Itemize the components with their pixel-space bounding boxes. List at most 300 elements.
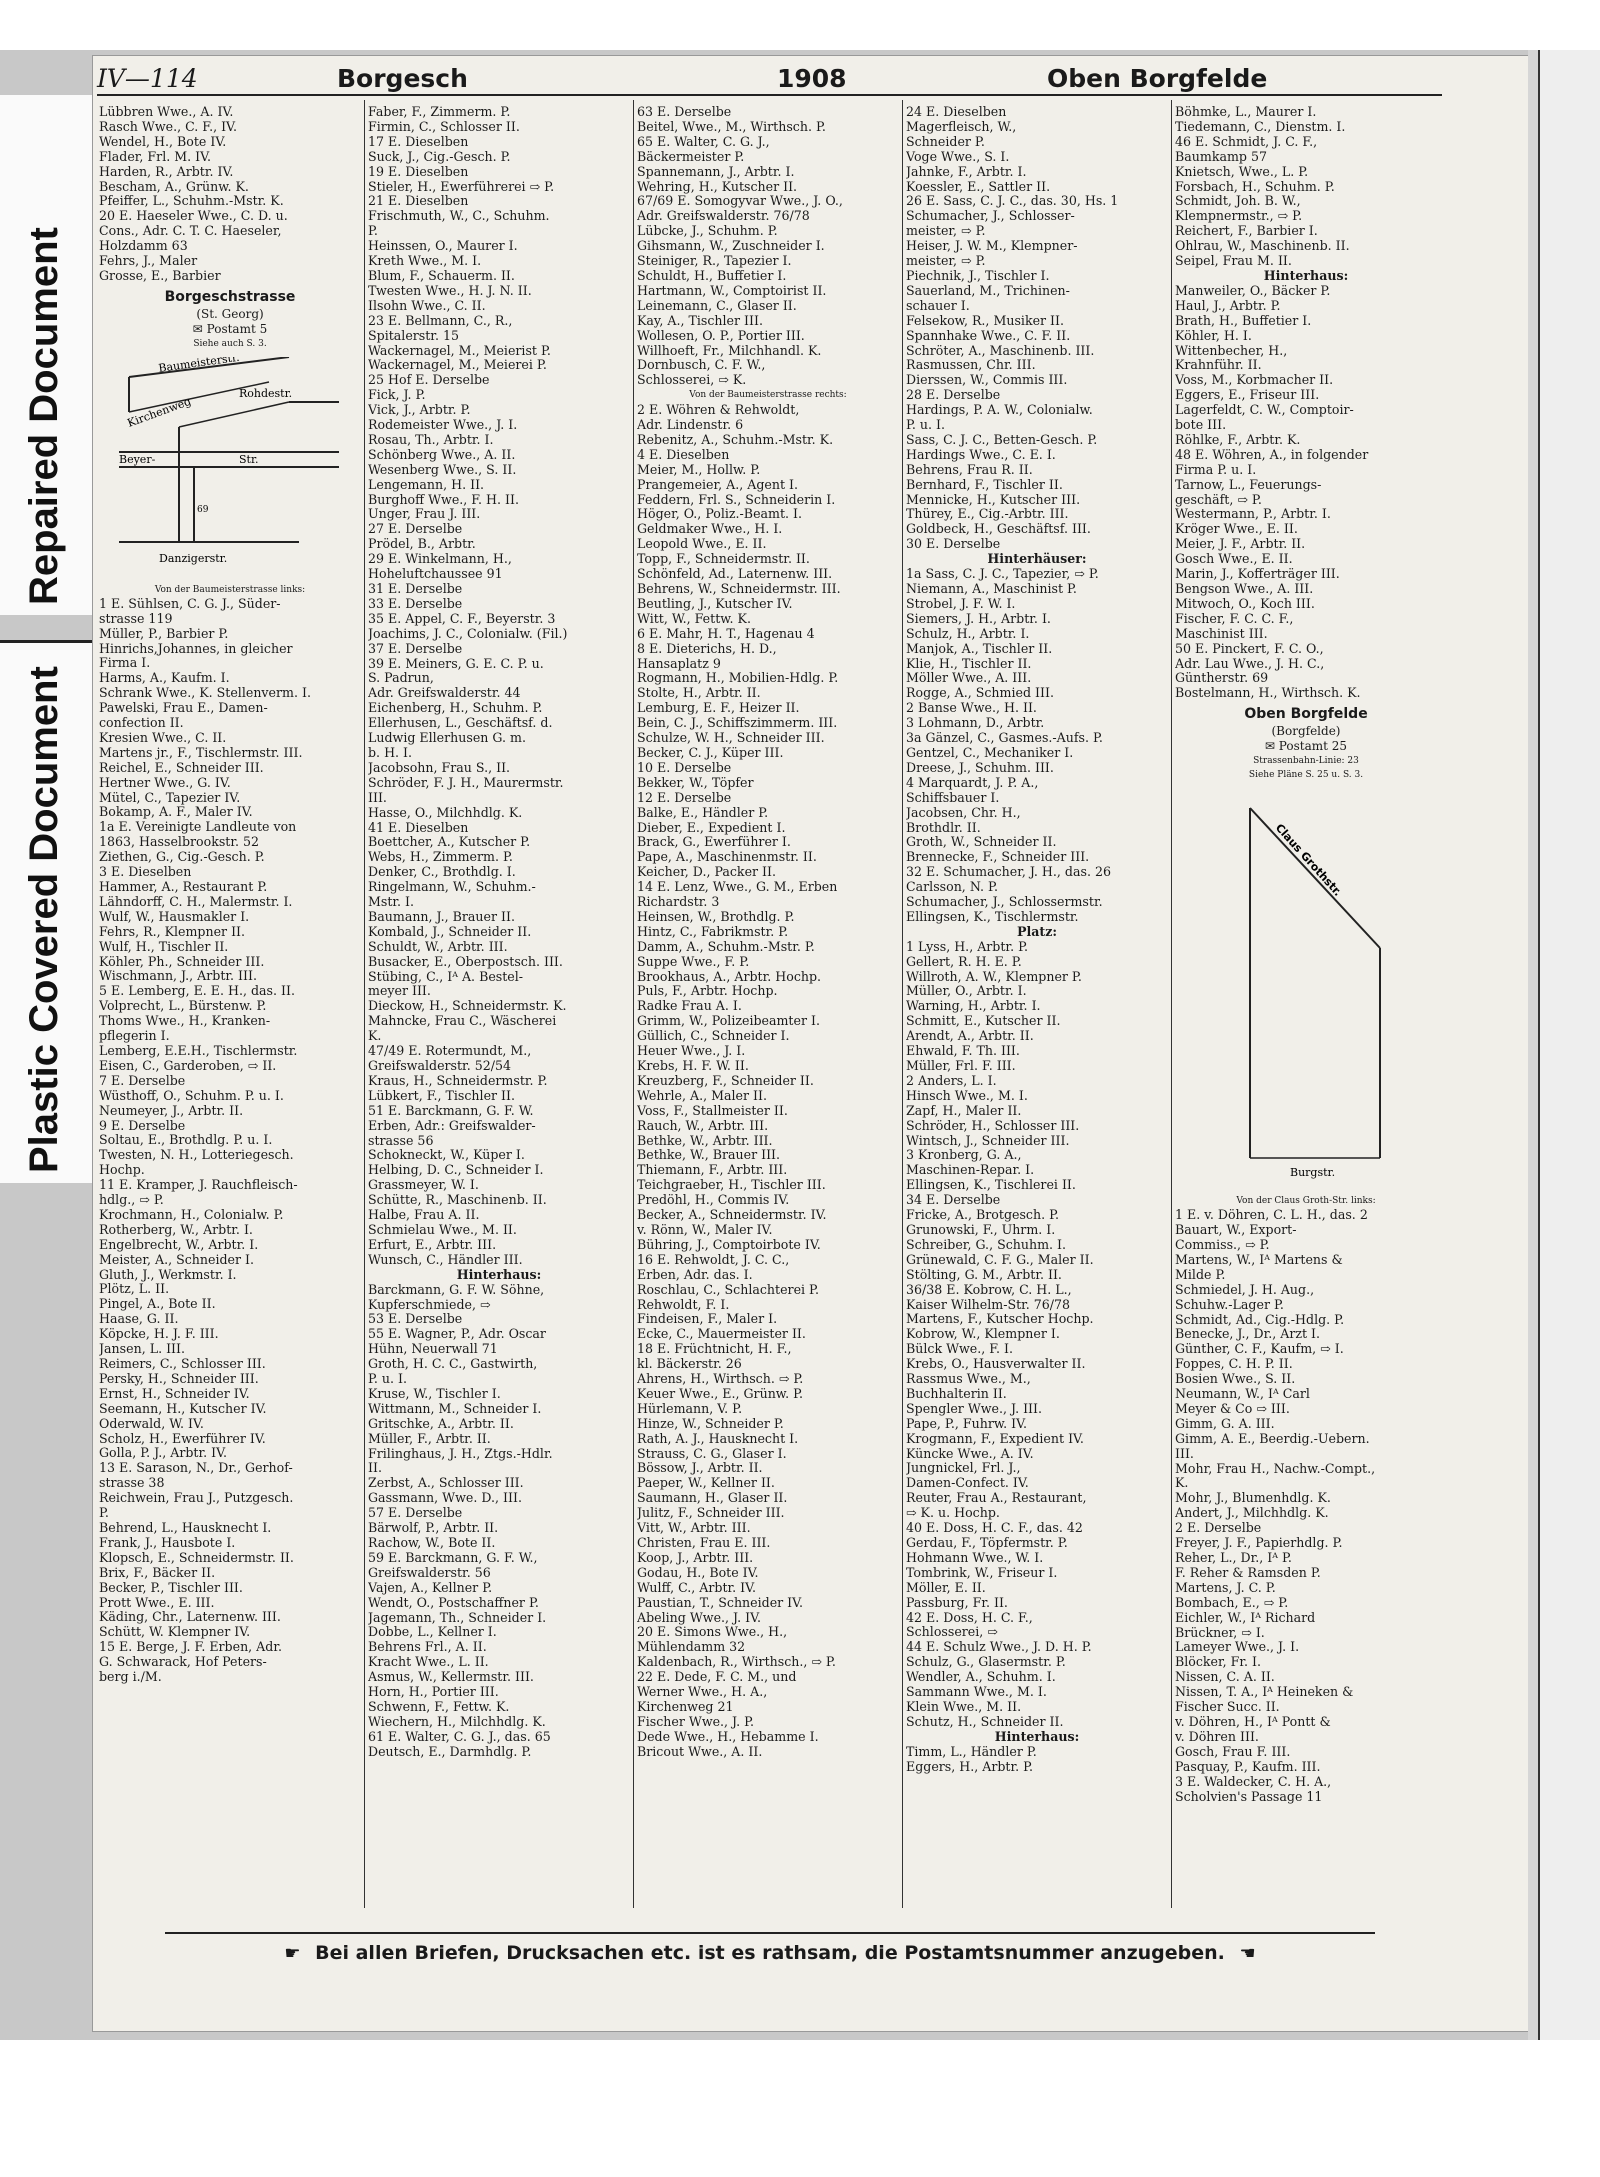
- directory-entry: Rasch Wwe., C. F., IV.: [99, 119, 237, 134]
- directory-entry: Jacobsen, Chr. H.,: [906, 805, 1021, 820]
- directory-entry: 17 E. Dieselben: [368, 134, 469, 149]
- directory-entry: Marin, J., Kofferträger III.: [1175, 567, 1340, 582]
- directory-entry: Feddern, Frl. S., Schneiderin I.: [637, 492, 836, 507]
- directory-entry: Kröger Wwe., E. II.: [1175, 522, 1298, 537]
- directory-entry: 35 E. Appel, C. F., Beyerstr. 3: [368, 611, 556, 626]
- directory-entry: Harden, R., Arbtr. IV.: [99, 164, 234, 179]
- directory-entry: Gentzel, C., Mechaniker I.: [906, 745, 1074, 760]
- postamt-label: ✉ Postamt 25: [1264, 739, 1348, 754]
- directory-entry: bote III.: [1175, 418, 1227, 433]
- directory-entry: Tarnow, L., Feuerungs-: [1175, 477, 1322, 492]
- directory-entry: Blöcker, Fr. I.: [1175, 1655, 1262, 1670]
- directory-entry: Knietsch, Wwe., L. P.: [1175, 164, 1309, 179]
- street-map-drawing-2: [1175, 788, 1437, 1188]
- directory-entry: Schütt, W. Klempner IV.: [99, 1625, 251, 1640]
- directory-entry: Müller, Frl. F. III.: [906, 1059, 1016, 1073]
- directory-entry: Käding, Chr., Laternenw. III.: [99, 1610, 281, 1625]
- street-map-oben-borgfelde: [1175, 788, 1437, 1188]
- directory-entry: Carlsson, N. P.: [906, 880, 998, 895]
- directory-entry: Manweiler, O., Bäcker P.: [1175, 283, 1331, 298]
- directory-entry: 51 E. Barckmann, G. F. W.: [368, 1103, 534, 1118]
- directory-entry: Milde P.: [1175, 1267, 1226, 1282]
- directory-entry: P.: [368, 224, 378, 239]
- directory-entry: Schumacher, J., Schlossermstr.: [906, 895, 1103, 910]
- directory-entry: 30 E. Derselbe: [906, 537, 1001, 552]
- directory-entry: Stölting, G. M., Arbtr. II.: [906, 1267, 1062, 1282]
- directory-entry: Godau, H., Bote IV.: [637, 1565, 759, 1580]
- directory-entry: Thiemann, F., Arbtr. III.: [637, 1163, 788, 1178]
- directory-entry: S. Padrun,: [368, 671, 434, 686]
- directory-entry: Kobrow, W., Klempner I.: [906, 1327, 1060, 1342]
- directory-entry: Erben, Adr.: Greifswalder-: [368, 1118, 536, 1133]
- directory-entry: Lübkert, F., Tischler II.: [368, 1088, 516, 1103]
- tram-line-note: Strassenbahn-Linie: 23: [1253, 756, 1359, 767]
- directory-entry: geschäft, ⇨ P.: [1175, 492, 1262, 507]
- directory-entry: Sauerland, M., Trichinen-: [906, 283, 1070, 298]
- directory-entry: Lemburg, E. F., Heizer II.: [637, 701, 800, 716]
- directory-entry: Rachow, W., Bote II.: [368, 1536, 496, 1550]
- directory-entry: Strobel, J. F. W. I.: [906, 596, 1016, 611]
- directory-entry: Lähndorff, C. H., Malermstr. I.: [99, 894, 293, 909]
- directory-entry: Lengemann, H. II.: [368, 477, 485, 492]
- directory-entry: v. Döhren III.: [1175, 1729, 1259, 1744]
- directory-entry: 21 E. Dieselben: [368, 194, 469, 209]
- directory-entry: Krebs, O., Hausverwalter II.: [906, 1357, 1086, 1372]
- directory-entry: Klein Wwe., M. II.: [906, 1699, 1022, 1714]
- directory-entry: Twesten Wwe., H. J. N. II.: [368, 283, 532, 298]
- directory-entry: 20 E. Haeseler Wwe., C. D. u.: [99, 209, 288, 224]
- directory-entry: 55 E. Wagner, P., Adr. Oscar: [368, 1327, 546, 1342]
- directory-entry: Adr. Lindenstr. 6: [637, 418, 744, 433]
- directory-entry: Vick, J., Arbtr. P.: [368, 403, 471, 418]
- directory-entry: 37 E. Derselbe: [368, 641, 463, 656]
- directory-entry: 1 Lyss, H., Arbtr. P.: [906, 939, 1028, 954]
- directory-entry: 1863, Hasselbrookstr. 52: [99, 835, 260, 850]
- directory-entry: Krebs, H. F. W. II.: [637, 1059, 749, 1073]
- directory-entry: Rosau, Th., Arbtr. I.: [368, 432, 494, 447]
- directory-entry: K.: [1175, 1476, 1189, 1491]
- directory-entry: Bülck Wwe., F. I.: [906, 1342, 1014, 1357]
- directory-entry: 12 E. Derselbe: [637, 790, 732, 805]
- column-divider: [902, 100, 903, 1908]
- directory-entry: Balke, E., Händler P.: [637, 805, 769, 820]
- directory-entry: Blum, F., Schauerm. II.: [368, 268, 515, 283]
- directory-entry: Schutz, H., Schneider II.: [906, 1714, 1064, 1729]
- directory-entry: 2 E. Derselbe: [1175, 1521, 1262, 1536]
- directory-entry: Schiffsbauer I.: [906, 790, 1000, 805]
- directory-entry: Pfeiffer, L., Schuhm.-Mstr. K.: [99, 194, 284, 209]
- directory-entry: Gosch Wwe., E. II.: [1175, 552, 1293, 567]
- map-label-rohdestr: Rohdestr.: [239, 386, 293, 400]
- pointing-hand-left-icon: ☛: [284, 1943, 301, 1964]
- directory-entry: Warning, H., Arbtr. I.: [906, 999, 1041, 1014]
- directory-entry: Fischer, F. C. C. F.,: [1175, 611, 1294, 626]
- directory-entry: Gimm, G. A. III.: [1175, 1416, 1275, 1431]
- directory-entry: Voss, M., Korbmacher II.: [1175, 373, 1334, 388]
- directory-entry: 2 E. Wöhren & Rehwoldt,: [637, 403, 800, 418]
- directory-entry: Julitz, F., Schneider III.: [637, 1506, 785, 1521]
- directory-entry: Haase, G. II.: [99, 1312, 179, 1327]
- directory-entry: 48 E. Wöhren, A., in folgender: [1175, 447, 1369, 462]
- directory-entry: Grimm, W., Polizeibeamter I.: [637, 1014, 820, 1029]
- directory-entry: 19 E. Dieselben: [368, 164, 469, 179]
- directory-entry: 7 E. Derselbe: [99, 1073, 186, 1088]
- directory-entry: Rehwoldt, F. I.: [637, 1297, 730, 1312]
- directory-entry: Firma P. u. I.: [1175, 462, 1257, 477]
- directory-entry: 1 E. v. Döhren, C. L. H., das. 2: [1175, 1208, 1368, 1223]
- directory-entry: Behrens Frl., A. II.: [368, 1640, 487, 1655]
- directory-entry: Schumacher, J., Schlosser-: [906, 209, 1075, 224]
- directory-entry: Hinterhaus:: [456, 1267, 542, 1282]
- directory-entry: schauer I.: [906, 298, 970, 313]
- directory-entry: Hardings Wwe., C. E. I.: [906, 447, 1056, 462]
- directory-entry: Hintz, C., Fabrikmstr. P.: [637, 924, 789, 939]
- directory-entry: Busacker, E., Oberpostsch. III.: [368, 954, 563, 969]
- directory-entry: Schuhw.-Lager P.: [1175, 1297, 1284, 1312]
- directory-entry: Hammer, A., Restaurant P.: [99, 880, 268, 894]
- directory-entry: Firma I.: [99, 656, 151, 671]
- directory-entry: Suppe Wwe., F. P.: [637, 954, 750, 969]
- directory-entry: Puls, F., Arbtr. Hochp.: [637, 984, 778, 999]
- directory-entry: strasse 38: [99, 1476, 165, 1491]
- directory-entry: Adr. Greifswalderstr. 44: [368, 686, 521, 701]
- directory-entry: Kresien Wwe., C. II.: [99, 730, 227, 745]
- directory-entry: Becker, C. J., Küper III.: [637, 745, 784, 760]
- directory-entry: Müller, O., Arbtr. I.: [906, 984, 1027, 999]
- map-label-danzigerstr: Danzigerstr.: [159, 551, 228, 565]
- directory-entry: 53 E. Derselbe: [368, 1312, 463, 1327]
- page-number: IV—114: [97, 64, 198, 93]
- directory-entry: Dieber, E., Expedient I.: [637, 820, 786, 835]
- directory-entry: Magerfleisch, W.,: [906, 119, 1017, 134]
- directory-entry: Bosien Wwe., S. II.: [1175, 1372, 1296, 1387]
- directory-entry: Grunowski, F., Uhrm. I.: [906, 1222, 1056, 1237]
- directory-entry: 26 E. Sass, C. J. C., das. 30, Hs. 1: [906, 194, 1119, 209]
- directory-entry: Barckmann, G. F. W. Söhne,: [368, 1282, 545, 1297]
- directory-entry: Möller Wwe., A. III.: [906, 671, 1032, 686]
- directory-entry: Gihsmann, W., Zuschneider I.: [637, 239, 825, 254]
- directory-entry: Holzdamm 63: [99, 239, 188, 254]
- directory-entry: 20 E. Simons Wwe., H.,: [637, 1625, 788, 1640]
- directory-entry: Voge Wwe., S. I.: [906, 149, 1010, 164]
- directory-entry: 3 Lohmann, D., Arbtr.: [906, 716, 1045, 731]
- street-map-drawing: [99, 357, 361, 577]
- directory-entry: Hardings, P. A. W., Colonialw.: [906, 403, 1093, 418]
- directory-entry: Wehrle, A., Maler II.: [637, 1088, 767, 1103]
- directory-entry: Prott Wwe., E. III.: [99, 1595, 215, 1610]
- directory-entry: Voss, F., Stallmeister II.: [637, 1103, 788, 1118]
- directory-entry: Sammann Wwe., M. I.: [906, 1685, 1047, 1700]
- directory-entry: Pape, P., Fuhrw. IV.: [906, 1416, 1028, 1431]
- directory-entry: Schuldt, W., Arbtr. III.: [368, 939, 508, 954]
- directory-entry: Prangemeier, A., Agent I.: [637, 477, 799, 492]
- directory-entry: Sass, C. J. C., Betten-Gesch. P.: [906, 432, 1098, 447]
- footer-text: Bei allen Briefen, Drucksachen etc. ist es rathsam, die Postamtsnummer anzugeben.: [315, 1942, 1225, 1964]
- directory-entry: Deutsch, E., Darmhdlg. P.: [368, 1744, 532, 1759]
- directory-entry: Schrank Wwe., K. Stellenverm. I.: [99, 686, 311, 701]
- directory-entry: Manjok, A., Tischler II.: [906, 641, 1053, 656]
- directory-entry: Jungnickel, Frl. J.,: [906, 1461, 1021, 1476]
- directory-entry: Spannhake Wwe., C. F. II.: [906, 328, 1071, 343]
- directory-entry: Leinemann, C., Glaser II.: [637, 298, 797, 313]
- directory-entry: Schreiber, G., Schuhm. I.: [906, 1237, 1067, 1252]
- directory-entry: 3a Gänzel, C., Gasmes.-Aufs. P.: [906, 731, 1103, 746]
- directory-entry: Groth, H. C. C., Gastwirth,: [368, 1357, 538, 1372]
- directory-entry: Röhlke, F., Arbtr. K.: [1175, 432, 1301, 447]
- directory-entry: 9 E. Derselbe: [99, 1118, 186, 1133]
- directory-entry: Reher, L., Dr., Iᴬ P.: [1175, 1551, 1292, 1565]
- column-divider: [633, 100, 634, 1908]
- directory-entry: Kombald, J., Schneider II.: [368, 924, 532, 939]
- directory-entry: Gluth, J., Werkmstr. I.: [99, 1267, 237, 1282]
- directory-entry: Felsekow, R., Musiker II.: [906, 313, 1064, 328]
- directory-entry: 11 E. Kramper, J. Rauchfleisch-: [99, 1178, 298, 1193]
- directory-entry: Hinze, W., Schneider P.: [637, 1416, 784, 1431]
- directory-entry: 15 E. Berge, J. F. Erben, Adr.: [99, 1640, 282, 1655]
- directory-entry: Mühlendamm 32: [637, 1640, 746, 1655]
- directory-entry: Bricout Wwe., A. II.: [637, 1744, 763, 1759]
- directory-entry: Golla, P. J., Arbtr. IV.: [99, 1446, 227, 1461]
- directory-entry: Schulz, G., Glasermstr. P.: [906, 1655, 1066, 1670]
- directory-entry: Schneider P.: [906, 134, 985, 149]
- directory-entry: Rogmann, H., Mobilien-Hdlg. P.: [637, 671, 839, 686]
- directory-entry: 18 E. Früchtnicht, H. F.,: [637, 1342, 792, 1357]
- header-street-left: Borgesch: [337, 64, 468, 93]
- directory-entry: Wulf, H., Tischler II.: [99, 939, 229, 954]
- section-title: Borgeschstrasse: [164, 288, 296, 305]
- directory-entry: Richardstr. 3: [637, 895, 720, 910]
- entry-list: [906, 105, 1168, 1775]
- directory-entry: Bescham, A., Grünw. K.: [99, 179, 249, 194]
- directory-entry: Westermann, P., Arbtr. I.: [1175, 507, 1331, 522]
- directory-entry: Heuer Wwe., J. I.: [637, 1044, 746, 1059]
- directory-entry: Krogmann, F., Expedient IV.: [906, 1431, 1084, 1446]
- directory-entry: Ellingsen, K., Tischlermstr.: [906, 909, 1079, 924]
- directory-entry: K.: [368, 1029, 382, 1044]
- directory-entry: Dede Wwe., H., Hebamme I.: [637, 1729, 819, 1744]
- directory-entry: Wesenberg Wwe., S. II.: [368, 462, 517, 477]
- directory-entry: 3 Kronberg, G. A.,: [906, 1148, 1022, 1163]
- directory-entry: Denker, C., Brothdlg. I.: [368, 865, 516, 880]
- directory-entry: Brennecke, F., Schneider III.: [906, 850, 1090, 865]
- directory-entry: Ziethen, G., Cig.-Gesch. P.: [99, 850, 265, 865]
- directory-entry: Hochp.: [99, 1163, 145, 1178]
- directory-entry: Martens, W., Iᴬ Martens &: [1175, 1252, 1343, 1267]
- directory-entry: Lagerfeldt, C. W., Comptoir-: [1175, 403, 1354, 418]
- directory-entry: 8 E. Dieterichs, H. D.,: [637, 641, 777, 656]
- directory-entry: Pape, A., Maschinenmstr. II.: [637, 850, 817, 865]
- directory-entry: Kirchenweg 21: [637, 1699, 734, 1714]
- directory-entry: 22 E. Dede, F. C. M., und: [637, 1670, 797, 1685]
- directory-entry: Hinterhaus:: [1263, 268, 1349, 283]
- directory-entry: Paustian, T., Schneider IV.: [637, 1595, 804, 1610]
- directory-entry: Geldmaker Wwe., H. I.: [637, 522, 783, 537]
- directory-entry: Firmin, C., Schlosser II.: [368, 119, 520, 134]
- directory-entry: 14 E. Lenz, Wwe., G. M., Erben: [637, 880, 838, 895]
- directory-entry: Schulz, H., Arbtr. I.: [906, 626, 1030, 641]
- directory-entry: Martens, F., Kutscher Hochp.: [906, 1312, 1094, 1327]
- directory-entry: Bärwolf, P., Arbtr. II.: [368, 1521, 499, 1536]
- directory-entry: pflegerin I.: [99, 1029, 170, 1044]
- directory-entry: Böhmke, L., Maurer I.: [1175, 105, 1317, 119]
- directory-entry: Reuter, Frau A., Restaurant,: [906, 1491, 1087, 1506]
- directory-entry: 1a E. Vereinigte Landleute von: [99, 820, 297, 835]
- directory-entry: Pawelski, Frau E., Damen-: [99, 701, 268, 716]
- directory-entry: v. Rönn, W., Maler IV.: [637, 1222, 773, 1237]
- directory-entry: Haul, J., Arbtr. P.: [1175, 298, 1281, 313]
- directory-entry: Passburg, Fr. II.: [906, 1595, 1008, 1610]
- directory-entry: meister, ⇨ P.: [906, 224, 986, 239]
- directory-entry: b. H. I.: [368, 745, 413, 760]
- directory-entry: P. u. I.: [368, 1372, 408, 1387]
- directory-entry: 24 E. Dieselben: [906, 105, 1007, 119]
- directory-entry: Frank, J., Hausbote I.: [99, 1535, 236, 1550]
- header-year: 1908: [777, 64, 847, 93]
- directory-entry: Bernhard, F., Tischler II.: [906, 477, 1063, 492]
- directory-entry: Stübing, C., Iᴬ A. Bestel-: [368, 969, 524, 984]
- directory-entry: Dieckow, H., Schneidermstr. K.: [368, 999, 567, 1014]
- map-label-claus-groth: Claus Grothstr.: [1272, 821, 1345, 899]
- directory-entry: Behrens, W., Schneidermstr. III.: [637, 582, 841, 596]
- directory-entry: Steiniger, R., Tapezier I.: [637, 254, 792, 269]
- directory-entry: Stieler, H., Ewerführerei ⇨ P.: [368, 179, 555, 194]
- directory-entry: Schmitt, E., Kutscher II.: [906, 1014, 1061, 1029]
- directory-entry: Kreuzberg, F., Schneider II.: [637, 1073, 814, 1088]
- directory-entry: 16 E. Rehwoldt, J. C. C.,: [637, 1252, 790, 1267]
- directory-entry: Güntherstr. 69: [1175, 671, 1269, 686]
- section-title: Oben Borgfelde: [1244, 706, 1368, 723]
- directory-entry: Eichenberg, H., Schuhm. P.: [368, 701, 543, 716]
- directory-entry: Soltau, E., Brothdlg. P. u. I.: [99, 1133, 273, 1148]
- directory-entry: Tombrink, W., Friseur I.: [906, 1565, 1058, 1580]
- directory-entry: Meier, M., Hollw. P.: [637, 462, 761, 477]
- directory-entry: 57 E. Derselbe: [368, 1506, 463, 1521]
- directory-entry: Rotherberg, W., Arbtr. I.: [99, 1222, 253, 1237]
- directory-entry: 1a Sass, C. J. C., Tapezier, ⇨ P.: [906, 567, 1099, 582]
- directory-entry: Seemann, H., Kutscher IV.: [99, 1401, 267, 1416]
- directory-entry: Schlosserei, ⇨ K.: [637, 373, 747, 388]
- directory-entry: Suck, J., Cig.-Gesch. P.: [368, 149, 511, 164]
- directory-entry: Wehring, H., Kutscher II.: [637, 179, 798, 194]
- directory-entry: Heiser, J. W. M., Klempner-: [906, 239, 1078, 254]
- directory-entry: Höger, O., Poliz.-Beamt. I.: [637, 507, 803, 522]
- directory-entry: Harms, A., Kaufm. I.: [99, 671, 230, 686]
- see-also-note: Siehe auch S. 3.: [193, 338, 267, 349]
- directory-entry: Dierssen, W., Commis III.: [906, 373, 1068, 388]
- directory-entry: 34 E. Derselbe: [906, 1193, 1001, 1208]
- column-divider: [364, 100, 365, 1908]
- plastic-covered-label: Plastic Covered Document: [0, 640, 92, 1183]
- directory-entry: Erfurt, E., Arbtr. III.: [368, 1237, 497, 1252]
- directory-entry: Foppes, C. H. P. II.: [1175, 1357, 1293, 1372]
- directory-entry: Wulf, W., Hausmakler I.: [99, 909, 250, 924]
- header-street-right: Oben Borgfelde: [1047, 64, 1268, 93]
- directory-entry: Bokamp, A. F., Maler IV.: [99, 805, 253, 820]
- directory-entry: Forsbach, H., Schuhm. P.: [1175, 179, 1335, 194]
- directory-entry: Baumann, J., Brauer II.: [368, 909, 515, 924]
- directory-entry: Wendt, O., Postschaffner P.: [368, 1595, 539, 1610]
- directory-entry: Unger, Frau J. III.: [368, 507, 481, 522]
- directory-entry: Bostelmann, H., Wirthsch. K.: [1175, 686, 1361, 701]
- directory-entry: Klopsch, E., Schneidermstr. II.: [99, 1550, 294, 1565]
- directory-entry: Wittenbecher, H.,: [1175, 343, 1288, 358]
- directory-entry: Rogge, A., Schmied III.: [906, 686, 1054, 701]
- directory-entry: 33 E. Derselbe: [368, 596, 463, 611]
- directory-entry: 4 E. Dieselben: [637, 447, 730, 462]
- directory-entry: 46 E. Schmidt, J. C. F.,: [1175, 134, 1318, 149]
- directory-entry: Ludwig Ellerhusen G. m.: [368, 731, 526, 746]
- directory-entry: 63 E. Derselbe: [637, 105, 732, 119]
- directory-entry: Reichel, E., Schneider III.: [99, 760, 264, 775]
- directory-entry: Gritschke, A., Arbtr. II.: [368, 1416, 514, 1431]
- directory-entry: Mütel, C., Tapezier IV.: [99, 790, 241, 805]
- repaired-document-label: Repaired Document: [0, 95, 92, 615]
- directory-entry: Faber, F., Zimmerm. P.: [368, 105, 511, 119]
- directory-entry: Behrend, L., Hausknecht I.: [99, 1520, 272, 1535]
- directory-entry: Abeling Wwe., J. IV.: [637, 1610, 761, 1625]
- directory-entry: 4 Marquardt, J. P. A.,: [906, 775, 1039, 790]
- directory-entry: Mohr, Frau H., Nachw.-Compt.,: [1175, 1461, 1376, 1476]
- directory-entry: Grünewald, C. F. G., Maler II.: [906, 1252, 1094, 1267]
- directory-entry: Meister, A., Schneider I.: [99, 1252, 254, 1267]
- map-label-beyer: Beyer-: [119, 452, 156, 466]
- directory-entry: Klie, H., Tischler II.: [906, 656, 1032, 671]
- directory-entry: Goldbeck, H., Geschäftsf. III.: [906, 522, 1091, 537]
- directory-entry: 61 E. Walter, C. G. J., das. 65: [368, 1729, 551, 1744]
- next-page-edge: [1528, 50, 1600, 2040]
- directory-entry: Ellerhusen, L., Geschäftsf. d.: [368, 716, 553, 731]
- directory-entry: Findeisen, F., Maler I.: [637, 1312, 778, 1327]
- directory-entry: Wackernagel, M., Meierist P.: [368, 343, 551, 358]
- directory-entry: hdlg., ⇨ P.: [99, 1193, 164, 1208]
- map-label-str: Str.: [239, 452, 259, 466]
- directory-entry: Bühring, J., Comptoirbote IV.: [637, 1237, 821, 1252]
- directory-entry: Andert, J., Milchhdlg. K.: [1175, 1506, 1329, 1521]
- directory-entry: Brack, G., Ewerführer I.: [637, 835, 791, 850]
- directory-entry: 50 E. Pinckert, F. C. O.,: [1175, 641, 1324, 656]
- directory-entry: Mahncke, Frau C., Wäscherei: [368, 1014, 557, 1029]
- directory-entry: Hinrichs,Johannes, in gleicher: [99, 641, 293, 656]
- directory-entry: Kreth Wwe., M. I.: [368, 254, 482, 269]
- directory-entry: 25 Hof E. Derselbe: [368, 373, 490, 388]
- directory-entry: Bombach, E., ⇨ P.: [1175, 1595, 1289, 1610]
- directory-entry: Klempnermstr., ⇨ P.: [1175, 209, 1303, 224]
- directory-entry: Wendler, A., Schuhm. I.: [906, 1670, 1056, 1685]
- directory-entry: Zerbst, A., Schlosser III.: [368, 1476, 524, 1491]
- directory-entry: Rodemeister Wwe., J. I.: [368, 418, 518, 433]
- directory-entry: Kaldenbach, R., Wirthsch., ⇨ P.: [637, 1655, 836, 1670]
- directory-entry: Jansen, L. III.: [99, 1342, 185, 1357]
- directory-entry: Greifswalderstr. 56: [368, 1565, 491, 1580]
- directory-entry: Saumann, H., Glaser II.: [637, 1491, 788, 1506]
- directory-entry: Seipel, Frau M. II.: [1175, 254, 1292, 269]
- directory-entry: Strauss, C. G., Glaser I.: [637, 1446, 787, 1461]
- directory-entry: Nissen, T. A., Iᴬ Heineken &: [1175, 1685, 1354, 1700]
- directory-entry: Lübcke, J., Schuhm. P.: [637, 224, 778, 239]
- directory-entry: Becker, A., Schneidermstr. IV.: [637, 1208, 827, 1223]
- directory-entry: Becker, P., Tischler III.: [99, 1580, 243, 1595]
- directory-entry: Maschinen-Repar. I.: [906, 1163, 1035, 1178]
- directory-entry: Brothdlr. II.: [906, 820, 981, 835]
- directory-entry: Dreese, J., Schuhm. III.: [906, 760, 1054, 775]
- directory-entry: Schönfeld, Ad., Laternenw. III.: [637, 567, 833, 582]
- directory-entry: Köpcke, H. J. F. III.: [99, 1327, 219, 1342]
- directory-entry: Asmus, W., Kellermstr. III.: [368, 1670, 534, 1685]
- directory-entry: Brookhaus, A., Arbtr. Hochp.: [637, 969, 822, 984]
- directory-entry: Wollesen, O. P., Portier III.: [637, 328, 805, 343]
- directory-entry: berg i./M.: [99, 1670, 162, 1685]
- directory-entry: Fricke, A., Brotgesch. P.: [906, 1208, 1060, 1223]
